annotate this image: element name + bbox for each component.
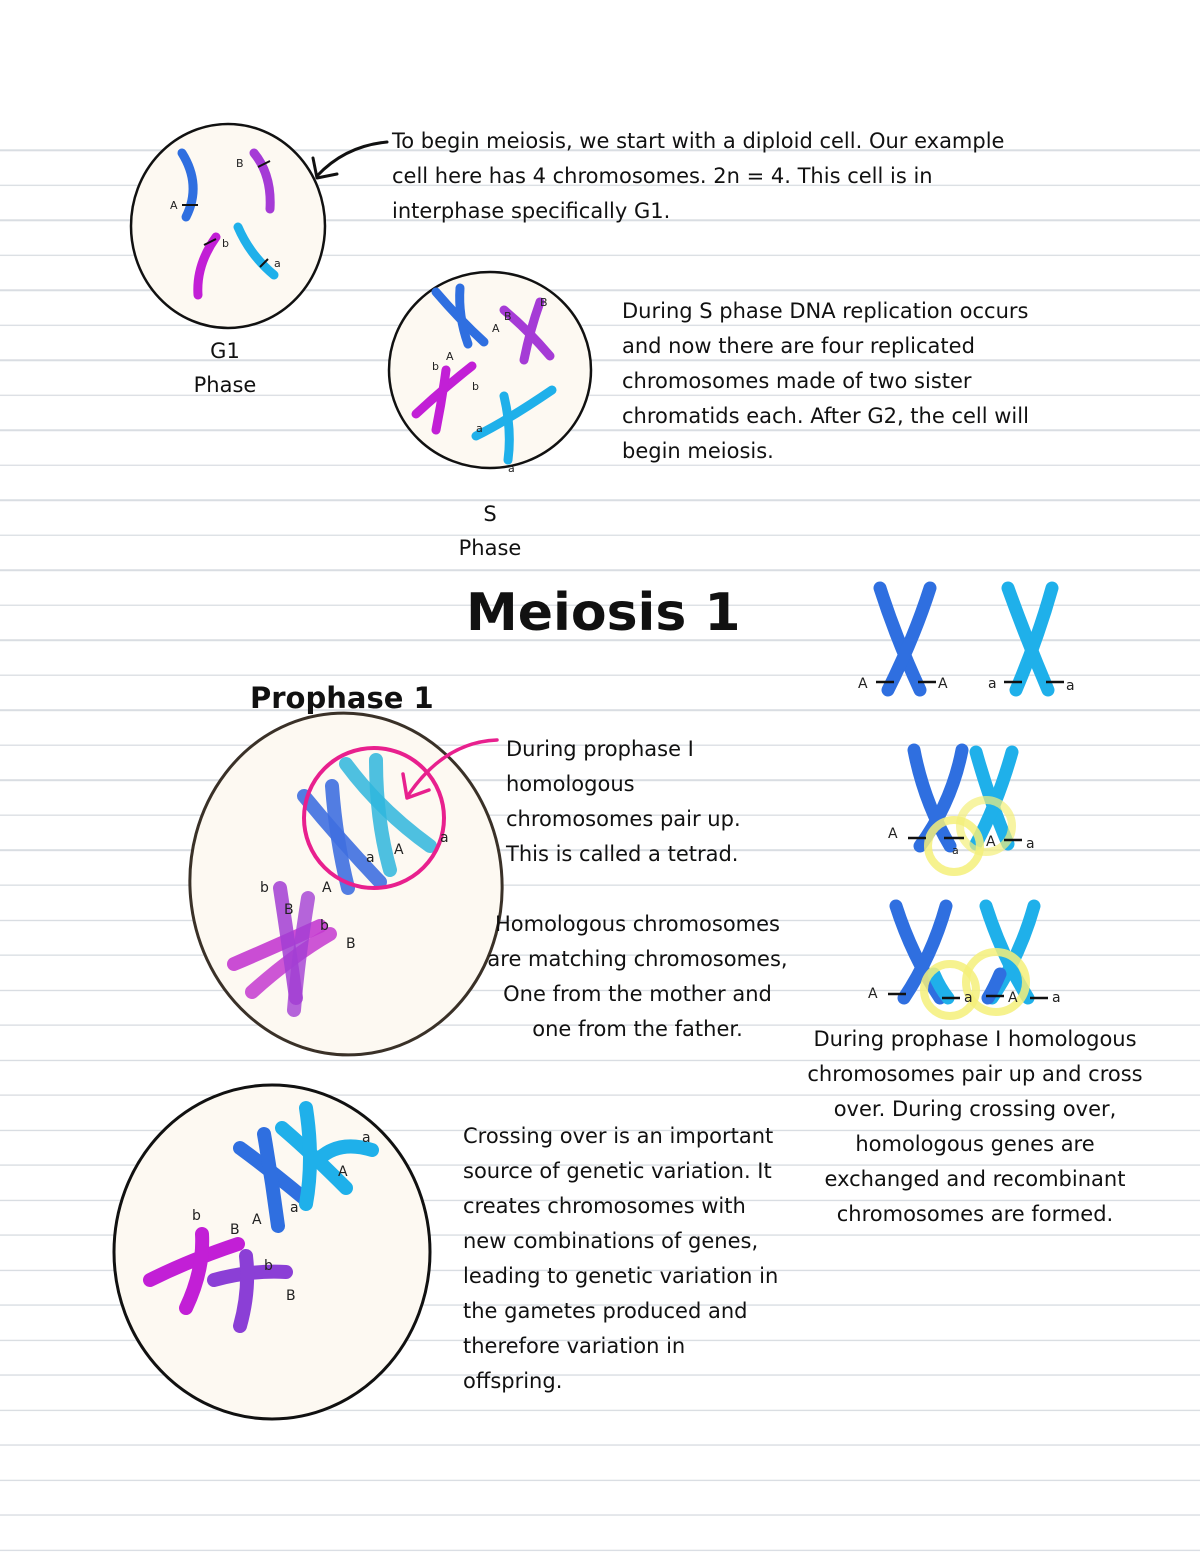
crossing-allele-label: B [230, 1222, 240, 1238]
tetrad-allele-label: a [440, 830, 449, 846]
s-phase-allele-label: B [540, 296, 548, 309]
crossing-over-cell-diagram [110, 1080, 440, 1430]
synapsis-allele-label: A [986, 834, 996, 850]
g1-allele-label: a [274, 257, 281, 270]
tetrad-text: During prophase I homologous chromosomes pair up. This is called a tetrad. [506, 737, 741, 866]
crossing-chromatid-light-blue [306, 1108, 310, 1204]
crossing-allele-label: a [290, 1200, 299, 1216]
homolog-allele-label: A [938, 676, 948, 692]
s-phase-cell-diagram [380, 270, 600, 490]
crossing-over-caption: During prophase I homologous chromosomes pair up and cross over. During crossing over, homologous genes are exchanged and recombinant chromosomes are formed. [807, 1027, 1143, 1226]
s-phase-allele-label: a [508, 462, 515, 475]
homolog-allele-label: a [1066, 678, 1075, 694]
page-title: Meiosis 1 [466, 583, 741, 643]
s-phase-label-line1: S [483, 502, 497, 526]
crossing-over-text: Crossing over is an important source of genetic variation. It creates chromosomes with new combinations of genes, leading to genetic variation in the gametes produced and therefore variation in offspring. [463, 1124, 779, 1393]
homolog-pair-synapsis [880, 742, 1080, 882]
homologous-text: Homologous chromosomes are matching chromosomes, One from the mother and one from the father. [487, 912, 788, 1041]
g1-allele-label: A [170, 199, 178, 212]
crossing-chromatid-purple [240, 1256, 247, 1326]
g1-label-line2: Phase [193, 373, 257, 397]
synapsis-allele-label: a [952, 844, 959, 857]
synapsis-allele-label: A [888, 826, 898, 842]
section-heading-prophase: Prophase 1 [250, 681, 434, 715]
page-top-margin [0, 0, 1200, 116]
tetrad-allele-label: B [284, 902, 294, 918]
recombinant-allele-label: a [964, 990, 973, 1006]
arrow-icon [305, 130, 395, 190]
s-phase-allele-label: a [476, 422, 483, 435]
crossing-cell-membrane [114, 1085, 430, 1419]
s-phase-allele-label: b [472, 380, 479, 393]
s-phase-cell-membrane [389, 272, 591, 468]
tetrad-allele-label: A [394, 842, 404, 858]
crossing-allele-label: b [264, 1258, 273, 1274]
tetrad-allele-label: B [346, 936, 356, 952]
recombinant-allele-label: A [868, 986, 878, 1002]
g1-cell-membrane [131, 124, 325, 328]
intro-text: To begin meiosis, we start with a diploid cell. Our example cell here has 4 chromosomes. 2n = 4. This cell is in interphase specifically G1. [392, 129, 1005, 223]
recombinant-allele-label: a [1052, 990, 1061, 1006]
crossing-allele-label: A [252, 1212, 262, 1228]
recombinant-allele-label: A [1008, 990, 1018, 1006]
arrow-icon [395, 732, 505, 812]
tetrad-allele-label: a [366, 850, 375, 866]
s-phase-allele-label: A [446, 350, 454, 363]
g1-label-line1: G1 [210, 339, 240, 363]
homolog-allele-label: A [858, 676, 868, 692]
g1-allele-label: b [222, 237, 229, 250]
tetrad-allele-label: b [260, 880, 269, 896]
homolog-pair-recombinant [860, 896, 1090, 1026]
s-phase-allele-label: A [492, 322, 500, 335]
homolog-allele-label: a [988, 676, 997, 692]
g1-allele-label: B [236, 157, 244, 170]
crossing-allele-label: A [338, 1164, 348, 1180]
s-phase-allele-label: B [504, 310, 512, 323]
homolog-pair-separate [850, 578, 1090, 703]
s-phase-text: During S phase DNA replication occurs and now there are four replicated chromosomes made of two sister chromatids each. After G2, the cell will begin meiosis. [622, 299, 1029, 463]
crossing-allele-label: B [286, 1288, 296, 1304]
s-phase-chromatid-light-blue [504, 396, 509, 460]
tetrad-allele-label: b [320, 918, 329, 934]
synapsis-allele-label: a [1026, 836, 1035, 852]
crossing-allele-label: a [362, 1130, 371, 1146]
s-phase-allele-label: b [432, 360, 439, 373]
s-phase-label-line2: Phase [458, 536, 522, 560]
tetrad-allele-label: A [322, 880, 332, 896]
crossing-allele-label: b [192, 1208, 201, 1224]
